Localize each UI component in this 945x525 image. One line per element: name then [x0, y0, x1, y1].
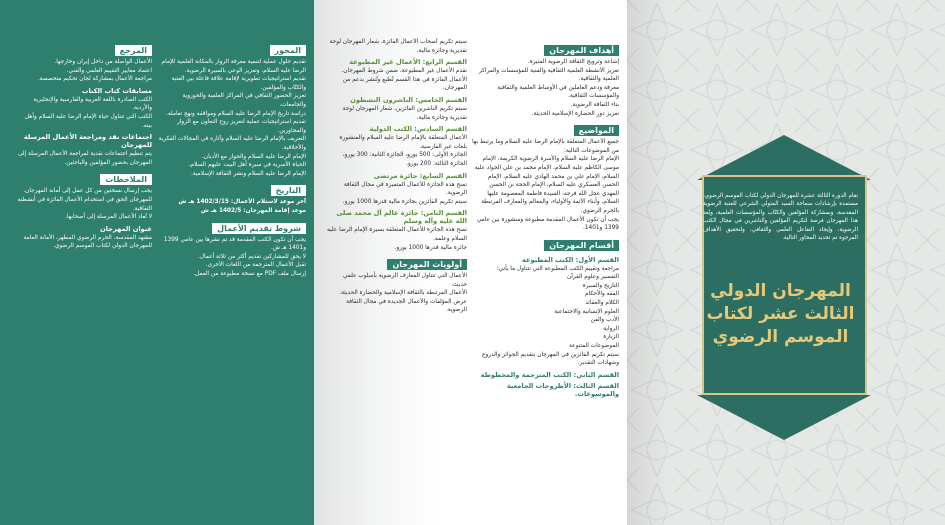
cover-intro-text: تقام الدورة الثالثة عشرة للمهرجان الدولي لكتاب الموسم الرضوي، مستمدة بإرشادات سماحة السيد المتولي الشرعي للعتبة الرضوية المقدسة، وبمشاركة المؤلفين والكتّاب والمؤسسات العلمية، ويُعد هذا المهرجان فرصة لتكريم المؤلفين والناشرين في مجال الكتب الرضوية، وإيجاد التفاعل العلمي والثقافي، ولتحقيق الأهداف المرجوة تم تحديد المحاور التالية. — [703, 193, 858, 242]
list-item: يتم تنظيم اجتماعات نقدية لمراجعة الأعمال المرسلة إلى المهرجان بحضور المؤلفين والباحثين. — [17, 151, 152, 166]
list-item: تمنح هذه الجائزة للأعمال المتعلقة بسيرة الإمام الرضا عليه السلام وعلمه. — [327, 227, 467, 242]
list-item: تعزيز الحضور الثقافي في المراكز العلمية والحوزوية والجامعات. — [182, 93, 306, 108]
green-col-left — [14, 38, 152, 517]
list-item: بناء الثقافة الرضوية. — [570, 101, 619, 108]
section-heading-meeting: اجتماعات نقد ومراجعة الأعمال المرسلة للمهرجان — [23, 133, 152, 150]
sacred-heading: القسم الثامن: جائزة عالم آل محمد صلى الله عليه وآله وسلم — [336, 209, 467, 226]
section-heading-authors: مسابقات كتاب الكتاب — [81, 86, 152, 95]
inner-panel — [314, 0, 627, 525]
list-item: لا يحق للمشاركين تقديم أكثر من ثلاثة أعمال. — [197, 253, 306, 260]
list-item: جائزة مالية قدرها 1000 يورو. — [394, 244, 467, 251]
list-item: جميع الأعمال المتعلقة بالإمام الرضا عليه السلام وما يرتبط بها من الموضوعات التالية: — [472, 139, 619, 154]
section-heading-goal: المحور — [270, 45, 307, 56]
inner-col-left — [327, 38, 467, 519]
section-heading-conditions: المرجع — [115, 45, 152, 56]
young-heading: القسم الخامس: الناشرون النشطون — [350, 95, 467, 104]
section-three-title: القسم الثالث: الأطروحات الجامعية والموسوعات. — [506, 381, 619, 398]
list-item: الكتب التي تتناول حياة الإمام الرضا عليه السلام وأهل بيته. — [24, 113, 152, 129]
section-heading-sections: أقسام المهرجان — [544, 240, 619, 251]
date-line: موعد إقامة المهرجان: 1402/5 هـ ش — [200, 207, 306, 214]
best-heading: القسم الرابع: الأعمال غير المطبوعة — [349, 58, 467, 67]
list-item: الأعمال الفائزة في هذا القسم تُطبع وتُنشر بدعم من المهرجان. — [342, 76, 467, 92]
list-item: الفقه والأحكام — [584, 291, 619, 298]
list-item: الحياة الأسرية في سيرة أهل البيت عليهم السلام. — [188, 162, 306, 169]
section-heading-objectives: أهداف المهرجان — [544, 45, 619, 56]
section-two-title: القسم الثاني: الكتب المترجمة والمخطوطة — [480, 370, 619, 379]
green-panel — [0, 0, 314, 525]
list-item: الأعمال المتعلقة بالإمام الرضا عليه السلام والمنشورة بلغات غير الفارسية. — [339, 135, 467, 150]
list-item: الإمام الرضا عليه السلام والحوار مع الأديان. — [201, 153, 306, 160]
list-item: الأعمال الواصلة من داخل إيران وخارجها. — [54, 59, 152, 65]
cover-title-line: الموسم الرضوي — [712, 327, 849, 347]
list-item: الأدب والفن — [590, 317, 619, 324]
list-item: تقديم حلول عملية لتنمية معرفة الزوار بالمكانة العلمية للإمام الرضا عليه السلام، وتعزيز الوعي بالسيرة الرضوية. — [161, 59, 306, 74]
list-item: الإمام الرضا عليه السلام ونشر الثقافة الإسلامية. — [190, 170, 306, 177]
cover-title-line: المهرجان الدولي — [710, 281, 851, 301]
list-item: مراجعة وتقييم الكتب المطبوعة التي تتناول ما يأتي: — [496, 265, 619, 272]
cover-content — [697, 130, 872, 445]
list-item: التاريخ والسيرة — [582, 282, 619, 289]
date-line: آخر موعد لاستلام الأعمال: 1402/3/15 هـ ش — [178, 199, 306, 206]
list-item: الموضوعات المتنوعة — [569, 343, 619, 350]
intro-line: سيتم تكريم أصحاب الأعمال الفائزة، شعار المهرجان لوحة تقديرية وجائزة مالية. — [329, 39, 467, 54]
list-item: يجب أن تكون الأعمال المقدمة مطبوعة ومنشورة بين عامي 1399 و1401. — [476, 216, 619, 232]
address-text: مشهد المقدسة، الحرم الرضوي المطهر، الأمانة العامة للمهرجان الدولي لكتاب الموسم الرضوي. — [23, 234, 152, 250]
list-item: الإمام الرضا عليه السلام والأسرة الرضوية الكريمة، الإمام موسى الكاظم عليه السلام، الإمام محمد بن علي الجواد عليه السلام، الإمام علي بن محمد الهادي عليه السلام، الإمام الحسن العسكري عليه السلام، الإمام الحجة بن الحسن المهدي عجل الله فرجه، السيدة فاطمة المعصومة عليها السلام، وأبناء الأئمة والأولياء، والمعالم والمعارف المرتبطة بالحرم الرضوي. — [474, 156, 619, 214]
section-heading-address: عنوان المهرجان — [100, 224, 152, 233]
special-heading: القسم السابع: جائزة مرتضى — [373, 171, 467, 180]
cover-panel — [627, 0, 945, 525]
section-heading-topics: المواضيع — [574, 125, 619, 136]
list-item: مراجعة الأعمال بمشاركة لجان تحكيم متخصصة. — [37, 76, 152, 83]
list-item: تقديم استراتيجيات عملية لتعزيز روح التعاون مع الزوار والمجاورين. — [176, 119, 306, 134]
goal-list — [156, 58, 306, 178]
fold-shadow — [627, 0, 667, 525]
list-item: تقديم استراتيجيات تطويرية لإقامة علاقة فاعلة بين العتبة والكتّاب والمؤلفين. — [171, 76, 306, 91]
cover-title-line: الثالث عشر لكتاب — [706, 304, 855, 324]
list-item: الرواية — [603, 325, 619, 332]
list-item: عرض المؤلفات والأعمال الجديدة في مجال الثقافة الرضوية. — [346, 298, 467, 314]
list-item: لا تُعاد الأعمال المرسلة إلى أصحابها. — [65, 214, 152, 221]
section-one-title: القسم الأول: الكتب المطبوعة — [521, 255, 619, 264]
list-item: للمهرجان الحق في استخدام الأعمال الفائزة في أنشطته الثقافية. — [17, 196, 152, 212]
prize-note: سيتم تكريم الفائزين في المهرجان بتقديم الجوائز والدروع وشهادات التقدير. — [482, 351, 619, 367]
list-item: الأعمال التي تتناول المعارف الرضوية بأسلوب علمي حديث. — [342, 273, 467, 288]
section-heading-terms: شروط تقديم الأعمال — [212, 223, 306, 234]
list-item: تقدم الأعمال غير المطبوعة، ضمن شروط المهرجان. — [341, 68, 467, 75]
section-heading-priority: أولويات المهرجان — [387, 259, 467, 270]
list-item: الكلام والعقائد — [585, 300, 619, 307]
section-heading-notes: الملاحظات — [100, 174, 152, 185]
list-item: تعزيز الأنشطة العلمية الثقافية والفنية للمؤسسات والمراكز العلمية والثقافية. — [478, 67, 619, 83]
intl-heading: القسم السادس: الكتب الدولية — [369, 125, 467, 134]
list-item: الجائزة الأولى: 500 يورو، الجائزة الثانية: 300 يورو، الجائزة الثالثة: 200 يورو. — [342, 152, 467, 167]
list-item: سيتم تكريم الفائزين بجائزة مالية قدرها 1000 يورو. — [342, 198, 467, 205]
list-item: دراسة تاريخ الإمام الرضا عليه السلام ومواقفه ونهج تعامله. — [165, 110, 306, 117]
list-item: التعريف بالإمام الرضا عليه السلام وآثاره في المجالات الفكرية والأخلاقية. — [158, 136, 306, 151]
list-item: يجب أن تكون الكتب المقدمة قد تم نشرها بين عامي 1399 و1401 هـ ش. — [163, 236, 306, 252]
list-item: اعتماد معايير التقييم العلمي والفني. — [66, 67, 152, 74]
list-item: يجب إرسال نسختين من كل عمل إلى أمانة المهرجان. — [23, 188, 152, 195]
cover-title — [703, 280, 858, 349]
inner-col-right — [471, 38, 619, 519]
list-item: تمنح هذه الجائزة للأعمال المتميزة في مجال الثقافة الرضوية. — [343, 181, 467, 197]
list-item: تعزيز دور الحضارة الإسلامية الحديثة. — [531, 110, 619, 117]
list-item: الزيارة — [603, 334, 619, 341]
list-item: الأعمال المرتبطة بالثقافة الإسلامية والحضارة الحديثة. — [339, 290, 467, 297]
list-item: إرسال ملف PDF مع نسخة مطبوعة من العمل. — [193, 270, 306, 277]
list-item: الكتب الصادرة باللغة العربية والفارسية والإنجليزية والأردية. — [33, 96, 152, 112]
section-heading-dates: التاريخ — [271, 185, 306, 196]
list-item: معرفة ودعم العاملين في الأوساط العلمية والثقافية والمؤسسات الثقافية. — [497, 84, 619, 100]
list-item: العلوم الإنسانية والاجتماعية — [554, 308, 619, 315]
list-item: تقبل الأعمال المترجمة من اللغات الأخرى. — [205, 262, 306, 269]
list-item: التفسير وعلوم القرآن — [567, 274, 619, 281]
list-item: سيتم تكريم الناشرين الفائزين، شعار المهرجان لوحة تقديرية وجائزة مالية. — [342, 105, 467, 121]
list-item: إشاعة وترويج الثقافة الرضوية المنيرة. — [527, 59, 619, 65]
green-col-right — [156, 38, 306, 517]
